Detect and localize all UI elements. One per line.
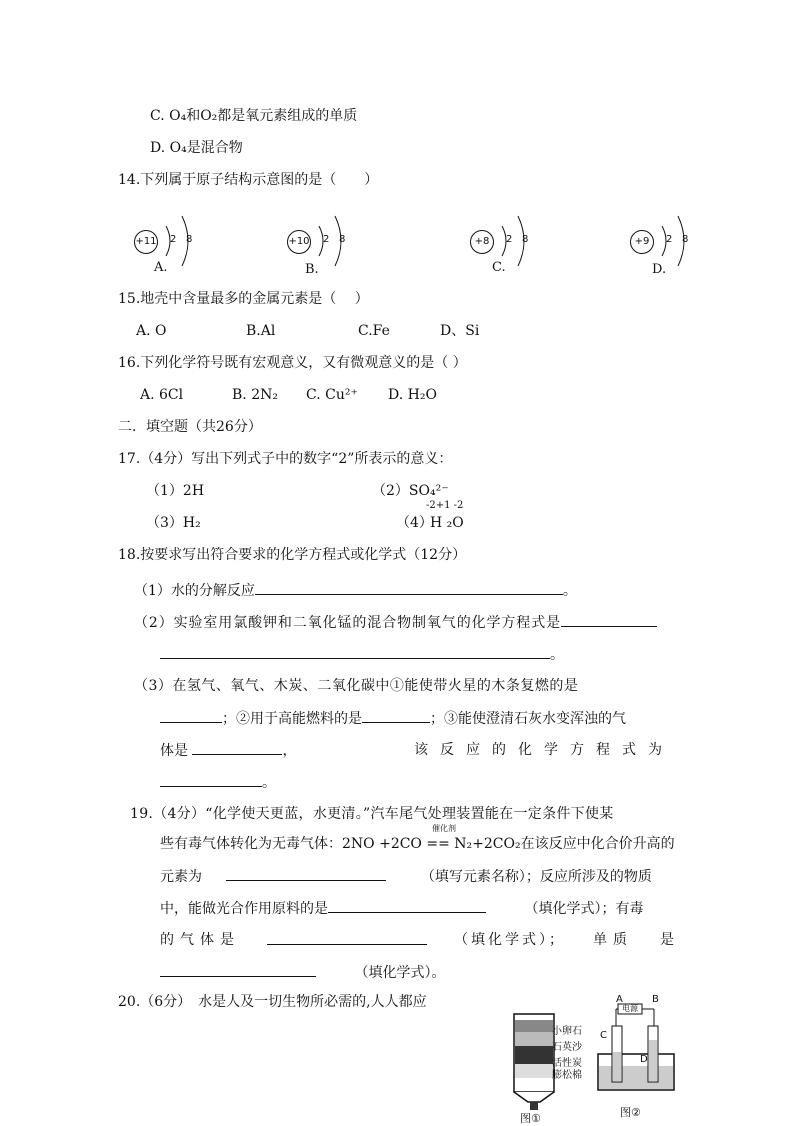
answer-blank[interactable] [160,644,550,659]
q19-element-hint-2: （填化学式）。 [354,965,446,981]
answer-blank[interactable] [328,898,486,913]
layer-pebbles: 小卵石 [552,1026,582,1037]
shell-2-count: 8 [522,234,529,245]
q17-valence-marks: -2+1 -2 [426,500,464,511]
figure-2-caption: 图② [620,1106,641,1119]
label-c: C [600,1030,607,1041]
q16-stem: 16.下列化学符号既有宏观意义，又有微观意义的是（ ） [118,355,467,371]
power-supply-label: 电源 [622,1004,638,1013]
q18-stem: 18.按要求写出符合要求的化学方程式或化学式（12分） [118,547,467,563]
q15-option-d: D、Si [440,323,480,339]
label-d: D [640,1054,648,1065]
q16-option-c: C. Cu²⁺ [306,387,358,403]
q19-line5 [160,930,674,950]
shell-1-count: 2 [666,234,673,245]
q18-part-3-limewater-text: ；③能使澄清石灰水变浑浊的气 [430,711,626,727]
label-b: B [652,994,659,1005]
answer-blank[interactable] [267,930,427,945]
figure-water-filter [508,1010,588,1123]
q19-toxic-label: 的气体是 [160,932,240,948]
layer-activated-carbon: 活性炭 [552,1058,582,1069]
answer-blank[interactable] [160,772,262,787]
layer-cotton: 膨松棉 [552,1070,582,1081]
q15-option-c: C.Fe [358,323,390,339]
q19-element-substance: 单质 [593,932,633,948]
q18-part-1 [134,580,577,601]
q19-line6 [160,962,445,983]
q17-part-2: （2）SO₄²⁻ [372,483,449,499]
q16-option-d: D. H₂O [388,387,437,403]
period: 。 [550,647,564,663]
q17-part-1: （1）2H [146,483,205,499]
shell-2-count: 8 [339,234,346,245]
shell-2-count: 8 [682,234,689,245]
section-heading: 二．填空题（共26分） [118,419,262,435]
answer-blank[interactable] [255,580,563,595]
nucleus: +11 [134,230,158,254]
option-label: A. [154,260,168,275]
q18-part-2-text: （2）实验室用氯酸钾和二氧化锰的混合物制氧气的化学方程式是 [134,615,562,631]
q17-part-4-formula: H ₂O [430,515,464,531]
shell-1-count: 2 [323,234,330,245]
nucleus: +8 [470,230,494,254]
q18-equation-label: 该反应的化学方程式为 [414,742,674,758]
answer-blank[interactable] [160,708,222,723]
period: 。 [562,583,577,599]
answer-blank[interactable] [561,612,657,627]
q18-part-3-line1: （3）在氢气、氧气、木炭、二氧化碳中①能使带火星的木条复燃的是 [134,678,579,694]
answer-blank[interactable] [160,962,316,977]
shell-1-count: 2 [170,234,177,245]
q16-option-b: B. 2N₂ [232,387,278,403]
answer-blank[interactable] [226,866,386,881]
q15-option-b: B.Al [246,323,276,339]
option-label: D. [652,262,667,277]
nucleus: +10 [287,230,311,254]
q19-element-hint: （填写元素名称）；反应所涉及的物质 [420,869,652,885]
q19-line1: 19.（4分）“化学使天更蓝，水更清。”汽车尾气处理装置能在一定条件下使某 [130,806,614,822]
q19-photosynthesis-hint: （填化学式）；有毒 [524,901,644,917]
q18-gas-label: 体是 ， [160,740,296,761]
option-label: B. [305,262,319,277]
q19-toxic-hint: （填化学式）； [454,932,566,948]
answer-blank[interactable] [362,708,430,723]
shell-2-count: 8 [186,234,193,245]
q18-part-3-line2 [160,708,626,729]
q13-option-c: C. O₄和O₂都是氧元素组成的单质 [150,108,358,124]
label-a: A [616,994,623,1005]
q13-option-d: D. O₄是混合物 [150,140,243,156]
atom-diagram-b [287,212,357,277]
option-label: C. [492,260,506,275]
q19-is: 是 [660,932,674,948]
electron-shell-arcs [652,210,700,270]
q18-part-3-line4 [160,772,276,793]
q18-part-3-fuel-text: ；②用于高能燃料的是 [222,711,362,727]
q17-part-3: （3）H₂ [146,515,201,531]
q19-line4 [160,898,643,919]
q19-element-label: 元素为 [160,869,202,885]
period: 。 [262,775,276,791]
shell-1-count: 2 [506,234,513,245]
layer-quartz-sand: 石英沙 [552,1042,582,1053]
q17-part-4-prefix: （4） [396,515,433,531]
atom-diagram-a [134,212,204,275]
figure-1-caption: 图① [520,1112,541,1125]
q17-stem: 17.（4分）写出下列式子中的数字“2”所表示的意义： [118,451,453,467]
q18-part-1-text: （1）水的分解反应 [134,583,255,599]
q14-stem: 14.下列属于原子结构示意图的是（ ） [118,172,379,188]
nucleus: +9 [630,230,654,254]
q18-part-2 [134,612,657,633]
figure-electrolysis [596,994,676,1123]
q20-line1: 20.（6分） 水是人及一切生物所必需的,人人都应 [118,994,427,1010]
q15-stem: 15.地壳中含量最多的金属元素是（ ） [118,291,369,307]
q16-option-a: A. 6Cl [140,387,184,403]
q19-line2: 些有毒气体转化为无毒气体：2NO +2CO == N₂+2CO₂在该反应中化合价升高的 [160,836,675,852]
q15-option-a: A. O [136,323,167,339]
atom-diagram-c [470,210,540,275]
answer-blank[interactable] [192,740,282,755]
q18-part-2-cont [160,644,564,665]
catalyst-label: 催化剂 [432,824,456,833]
q19-photosynthesis-label: 中，能做光合作用原料的是 [160,901,328,917]
q18-part-3-line3 [160,740,674,761]
atom-diagram-d [630,210,700,277]
q19-line3 [160,866,652,887]
